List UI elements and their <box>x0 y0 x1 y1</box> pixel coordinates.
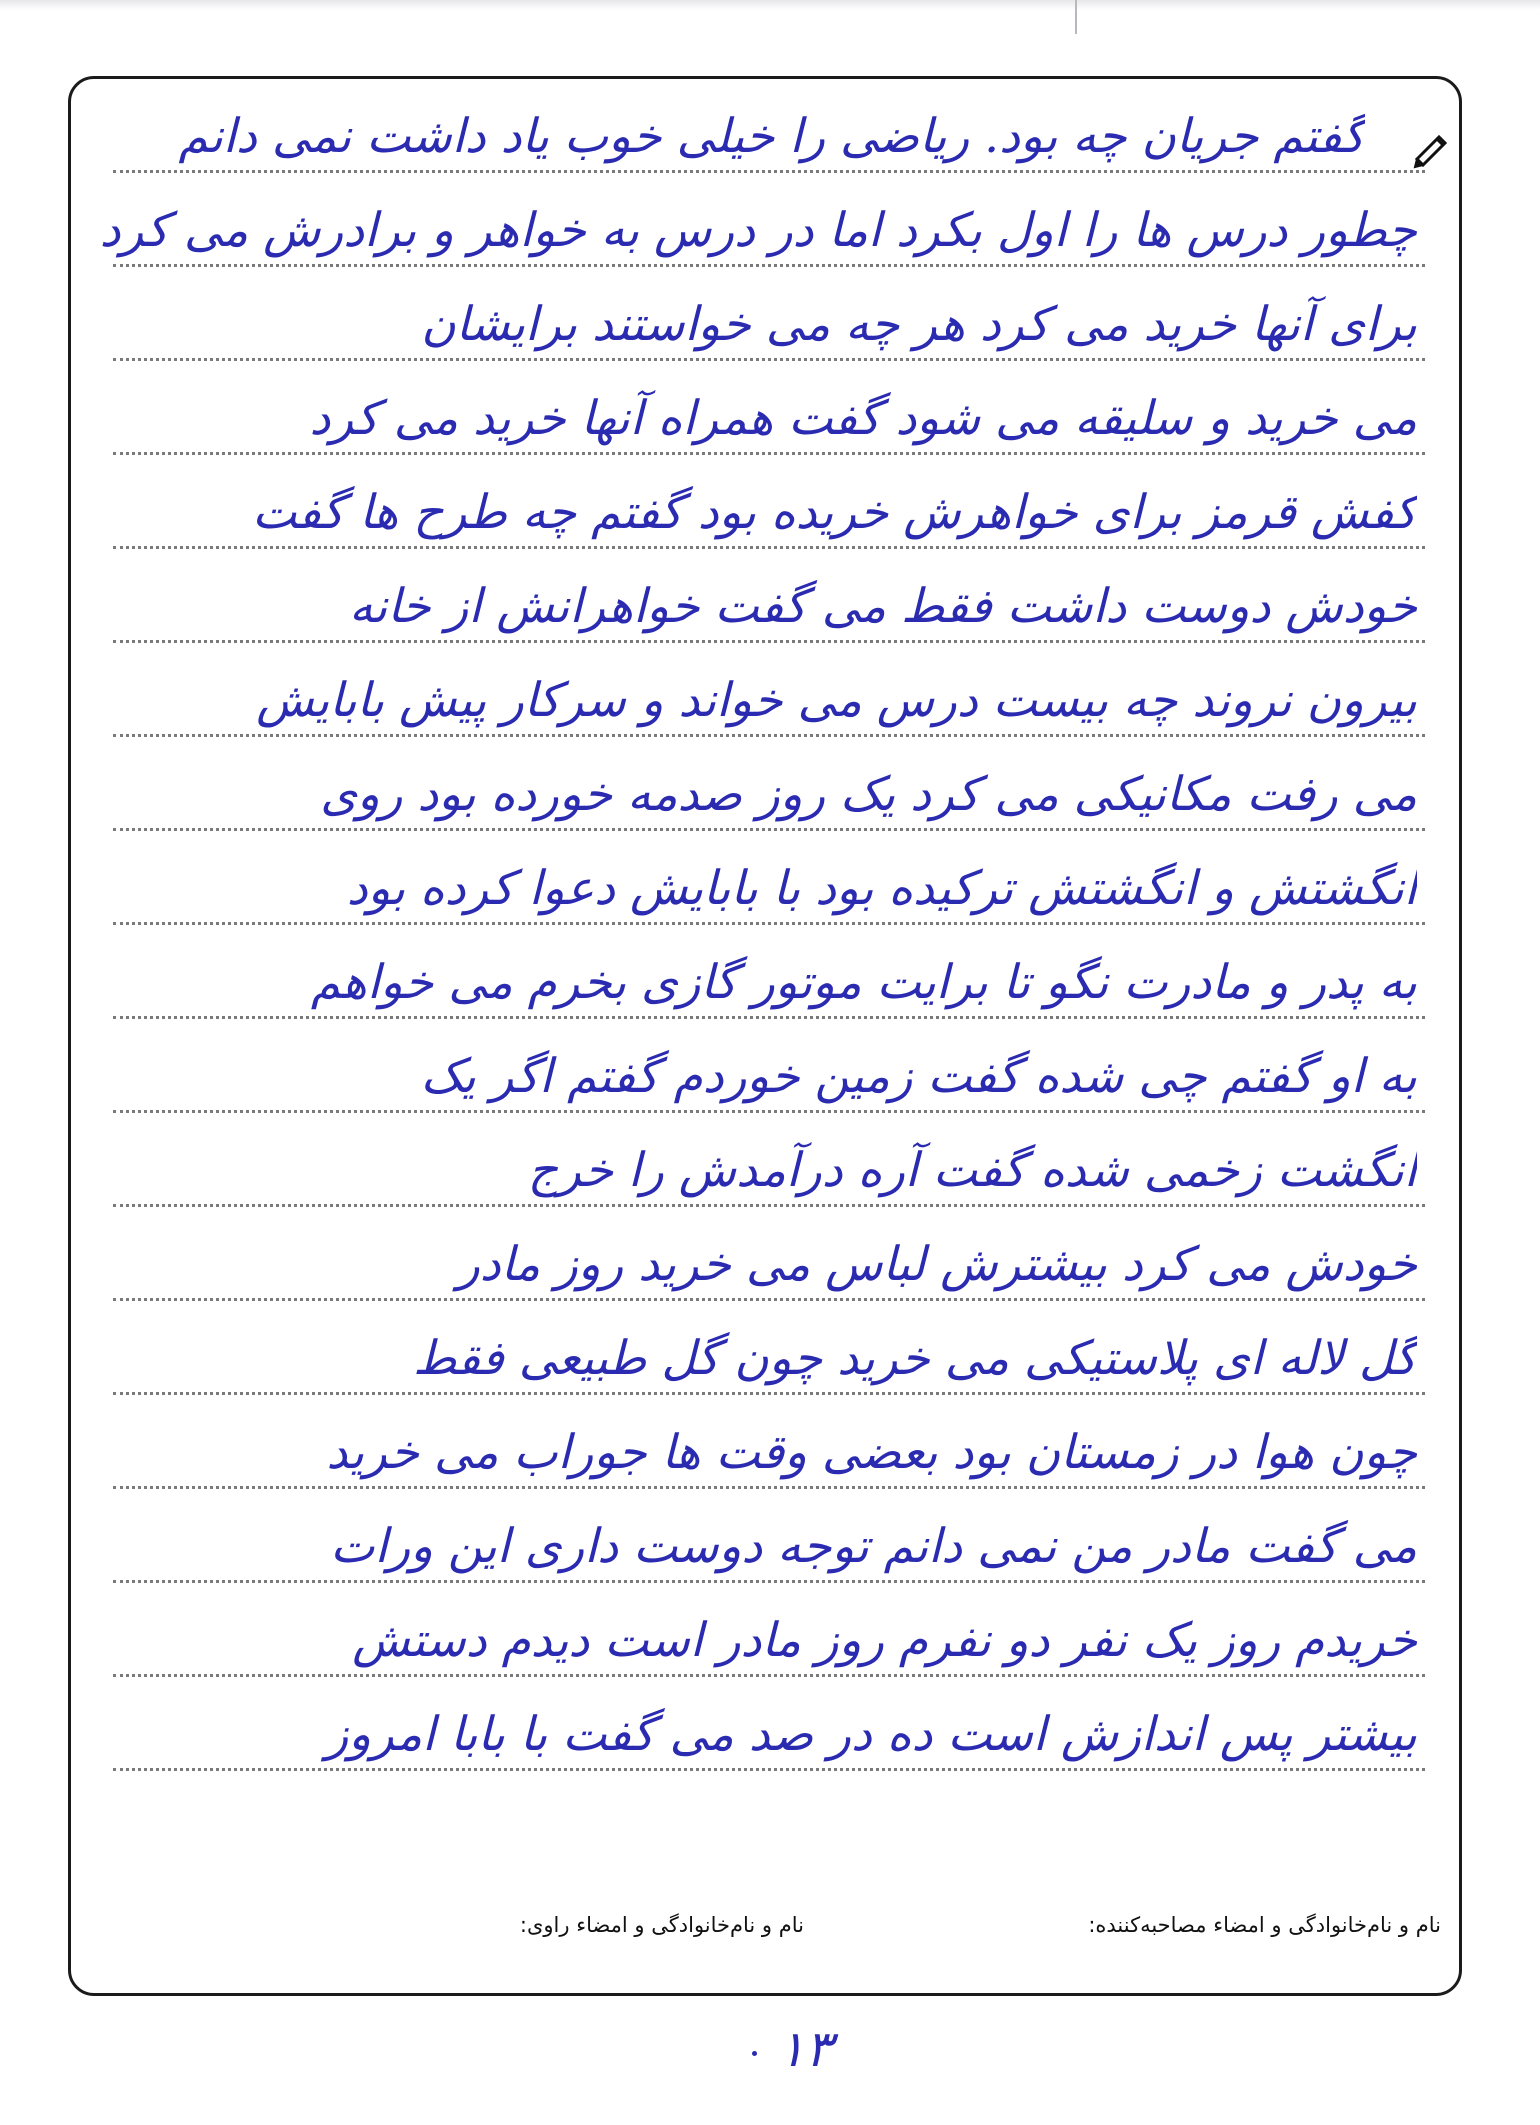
handwritten-line <box>113 673 1425 737</box>
handwritten-text: انگشتش و انگشتش ترکیده بود با بابایش دعوا کرده بود <box>346 861 1417 916</box>
handwritten-line <box>113 297 1425 361</box>
handwritten-line <box>113 1331 1425 1395</box>
handwritten-line <box>113 579 1425 643</box>
page-frame <box>68 76 1462 1996</box>
handwritten-line <box>113 1613 1425 1677</box>
page-dot <box>752 2051 757 2056</box>
handwritten-line <box>113 1143 1425 1207</box>
handwritten-text: خودش دوست داشت فقط می گفت خواهرانش از خانه <box>349 579 1417 634</box>
handwritten-text: به پدر و مادرت نگو تا برایت موتور گازی بخرم می خواهم <box>310 955 1417 1010</box>
handwritten-line <box>99 203 1425 267</box>
handwritten-text: بیرون نروند چه بیست درس می خواند و سرکار پیش بابایش <box>256 673 1417 728</box>
handwritten-text: چطور درس ها را اول بکرد اما در درس به خواهر و برادرش می کرد <box>99 203 1417 258</box>
handwritten-text: چون هوا در زمستان بود بعضی وقت ها جوراب می خرید <box>326 1425 1417 1480</box>
handwritten-line <box>113 485 1425 549</box>
handwritten-text: کفش قرمز برای خواهرش خریده بود گفتم چه طرح ها گفت <box>252 485 1417 540</box>
handwritten-text: می خرید و سلیقه می شود گفت همراه آنها خرید می کرد <box>309 391 1417 446</box>
handwritten-text: گفتم جریان چه بود. ریاضی را خیلی خوب یاد داشت نمی دانم <box>178 109 1365 164</box>
handwritten-line <box>113 1237 1425 1301</box>
handwritten-text: می گفت مادر من نمی دانم توجه دوست داری این ورات <box>330 1519 1417 1574</box>
handwritten-line <box>113 955 1425 1019</box>
handwritten-text: می رفت مکانیکی می کرد یک روز صدمه خورده بود روی <box>320 767 1417 822</box>
handwritten-line <box>113 861 1425 925</box>
handwritten-line <box>113 109 1425 173</box>
narrator-signature-label: نام و نام‌خانوادگی و امضاء راوی: <box>519 1913 804 1937</box>
handwritten-text: گل لاله ای پلاستیکی می خرید چون گل طبیعی فقط <box>413 1331 1417 1386</box>
handwritten-text: خریدم روز یک نفر دو نفرم روز مادر است دیدم دستش <box>352 1613 1417 1668</box>
handwritten-line <box>113 1049 1425 1113</box>
handwritten-text: خودش می کرد بیشترش لباس می خرید روز مادر <box>457 1237 1417 1292</box>
handwritten-line <box>113 1519 1425 1583</box>
handwritten-text: انگشت زخمی شده گفت آره درآمدش را خرج <box>527 1143 1417 1198</box>
handwritten-line <box>113 767 1425 831</box>
scan-top-edge <box>0 0 1540 10</box>
handwritten-line <box>113 1425 1425 1489</box>
page-number: ۱۳ <box>778 2020 832 2078</box>
handwritten-text: برای آنها خرید می کرد هر چه می خواستند برایشان <box>421 297 1417 352</box>
handwritten-text: به او گفتم چی شده گفت زمین خوردم گفتم اگر یک <box>420 1049 1417 1104</box>
signature-footer <box>71 1913 1459 1953</box>
handwritten-line <box>113 391 1425 455</box>
handwritten-text: بیشتر پس اندازش است ده در صد می گفت با بابا امروز <box>325 1707 1417 1762</box>
fold-mark <box>1075 0 1077 34</box>
interviewer-signature-label: نام و نام‌خانوادگی و امضاء مصاحبه‌کننده: <box>1088 1913 1441 1937</box>
handwritten-line <box>113 1707 1425 1771</box>
